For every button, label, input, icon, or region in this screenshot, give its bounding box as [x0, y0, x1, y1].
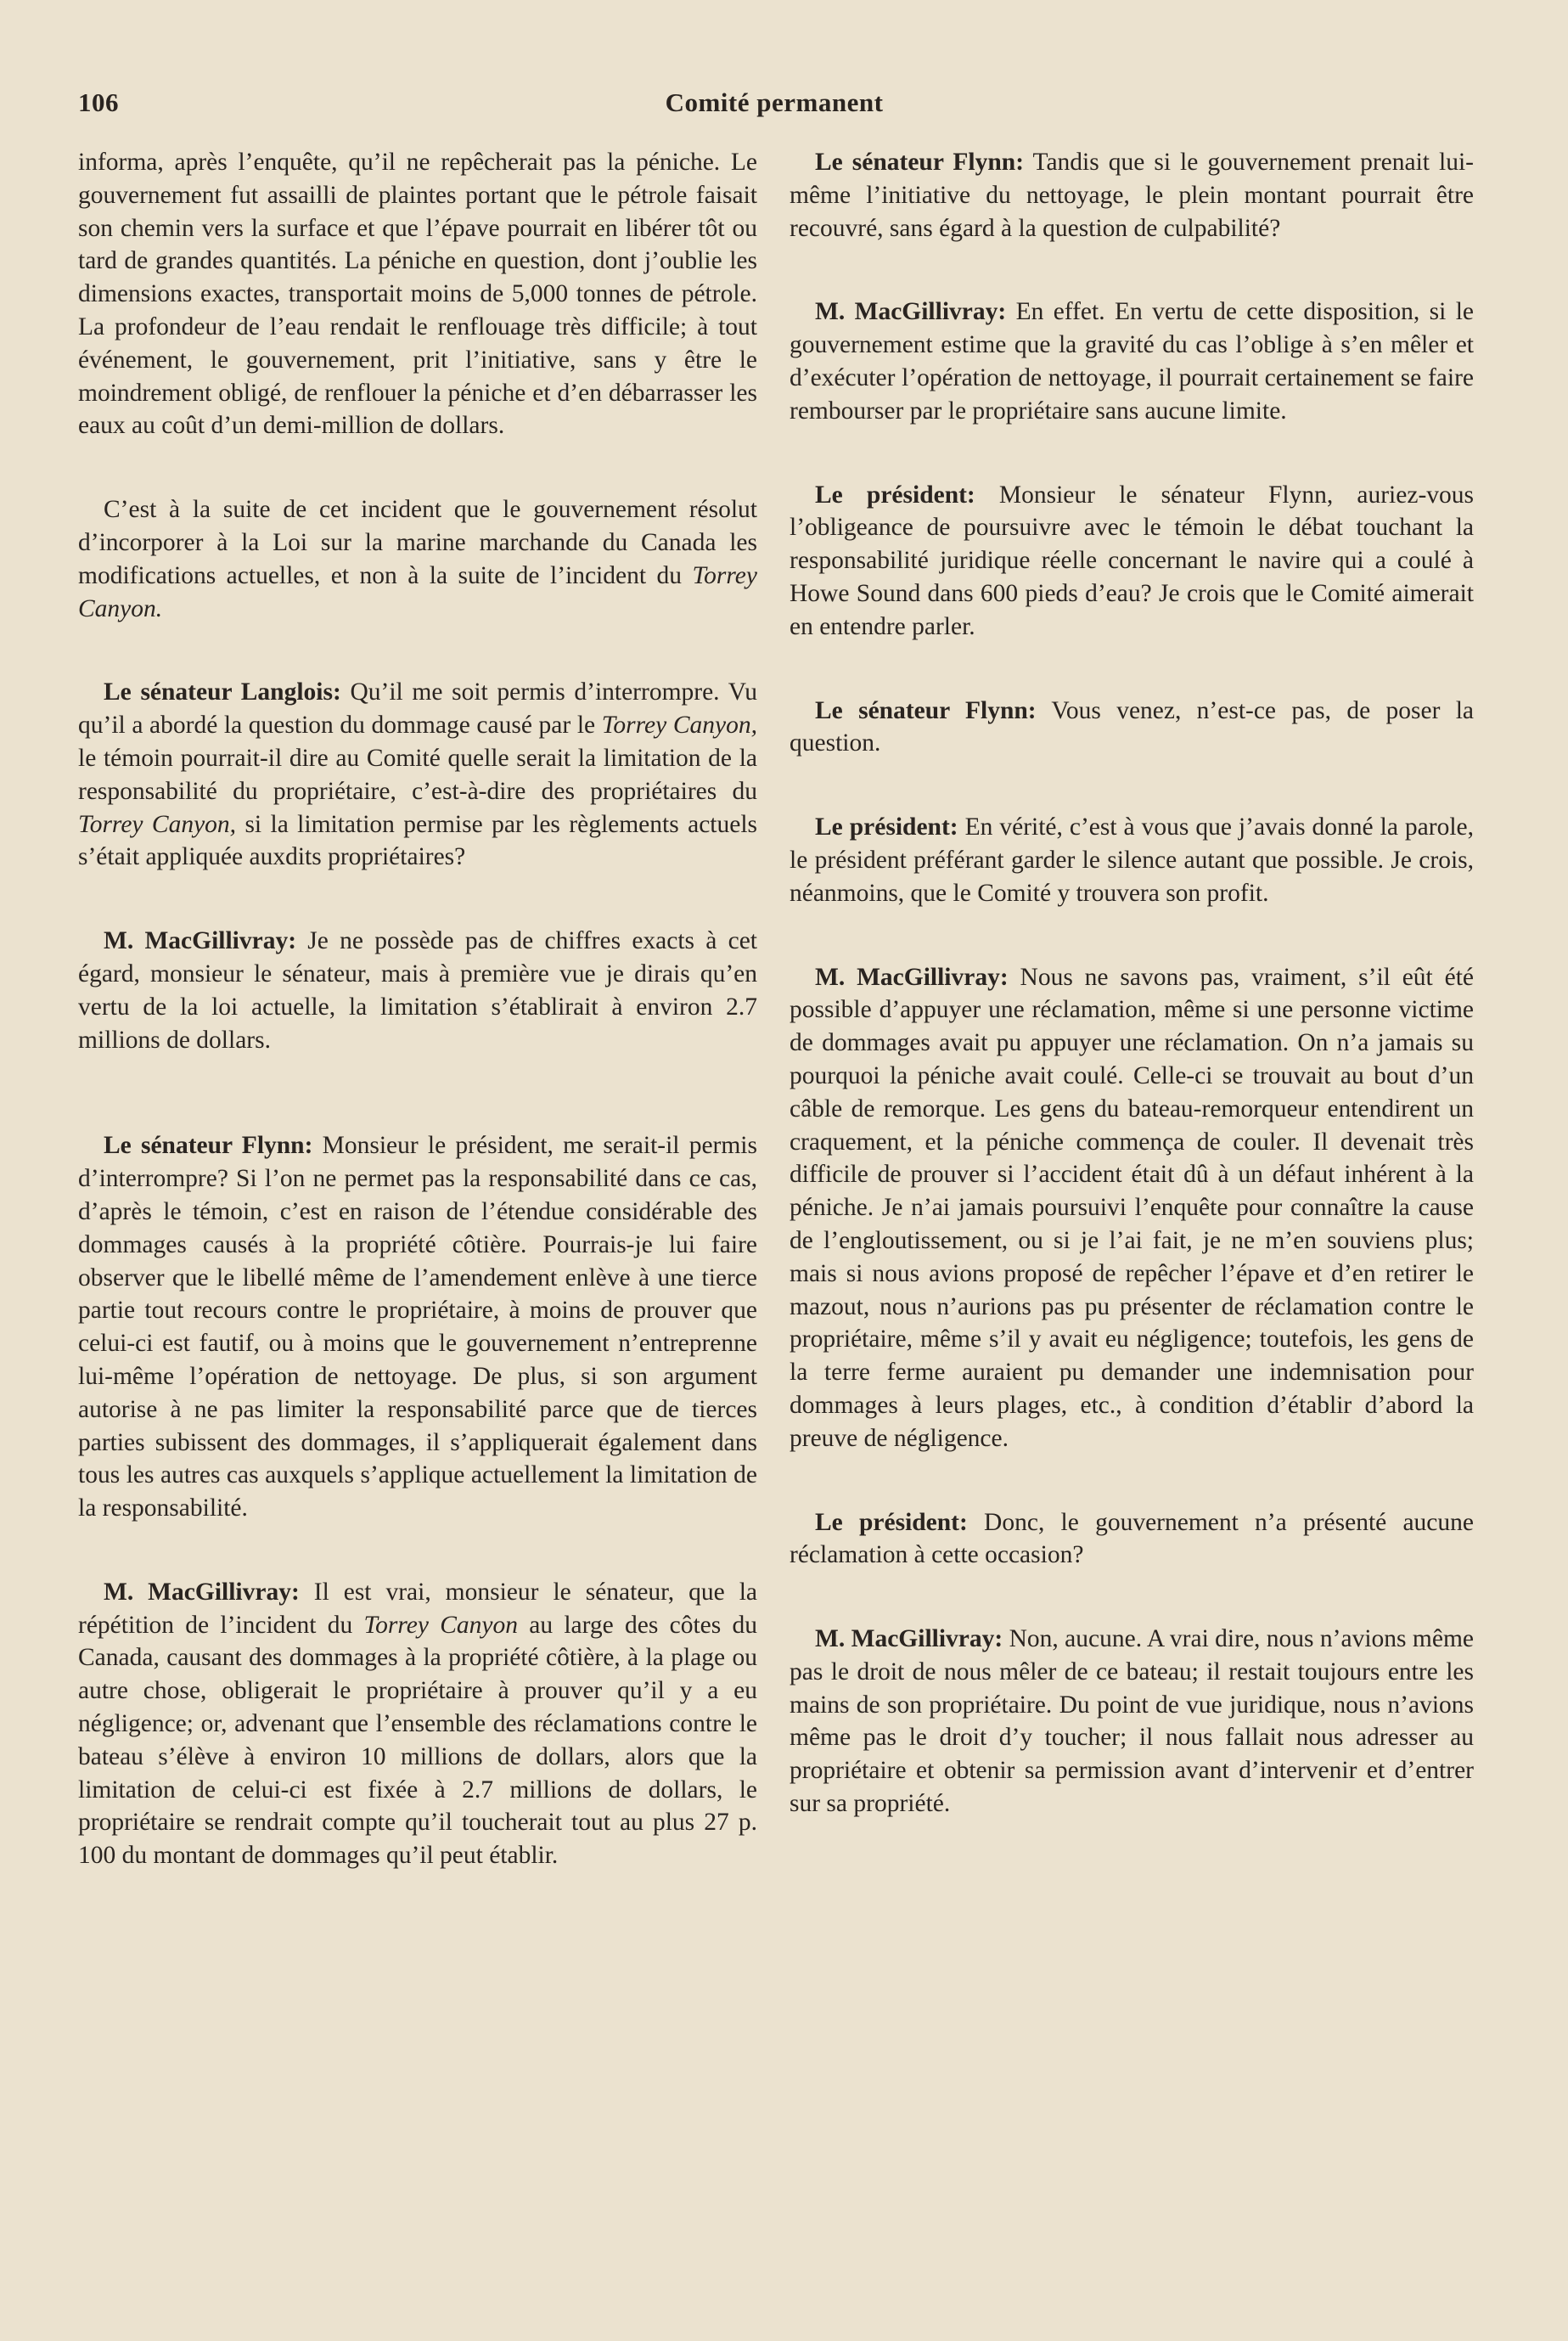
page-header	[78, 87, 1470, 130]
right-paragraph-1	[790, 146, 1474, 245]
paragraph-text: Je ne possède pas de chiffres exacts à cet égard, monsieur le sénateur, mais à première vue je dirais qu’en vertu de la loi actuelle, la limitation s’établirait à environ 2.7 millions de dollars.	[78, 927, 758, 1054]
speaker-name: M. MacGillivray:	[815, 963, 1009, 991]
right-paragraph-8	[790, 1623, 1474, 1820]
running-head: Comité permanent	[665, 87, 884, 117]
paragraph-text: Tandis que si le gouvernement prenait lui-même l’initiative du nettoyage, le plein montant pourrait être recouvré, sans égard à la question de culpabilité?	[790, 149, 1474, 242]
left-column	[78, 146, 757, 1923]
speaker-name: M. MacGillivray:	[815, 298, 1007, 326]
speaker-name: Le président:	[815, 1508, 968, 1536]
left-paragraph-4	[78, 925, 757, 1056]
speaker-name: Le président:	[815, 813, 958, 841]
page-number: 106	[78, 87, 119, 117]
paragraph-text: Non, aucune. A vrai dire, nous n’avions même pas le droit de nous mêler de ce bateau; il restait toujours entre les mains de son propriétaire. Du point de vue juridique, nous n’avions même pas le droit d’y toucher; il nous fallait nous adresser au propriétaire et obtenir sa permission avant d’intervenir et d’entrer sur sa propriété.	[790, 1625, 1474, 1818]
paragraph-text: Donc, le gouvernement n’a présenté aucune réclamation à cette occasion?	[790, 1508, 1474, 1569]
paragraph-text: au large des côtes du Canada, causant des dommages à la propriété côtière, à la plage ou autre chose, obligerait le propriétaire à prouver qu’il y a eu négligence; or, advenant que l’ensemble des réclamations contre le bateau s’élève à environ 10 millions de dollars, alors que la limitation de celui-ci est fixée à 2.7 millions de dollars, le propriétaire se rendrait compte qu’il toucherait tout au plus 27 p. 100 du montant de dommages qu’il peut établir.	[78, 1611, 757, 1870]
speaker-name: Le sénateur Flynn:	[104, 1132, 313, 1160]
speaker-name: Le sénateur Flynn:	[815, 149, 1025, 176]
paragraph-text: En vérité, c’est à vous que j’avais donné la parole, le président préférant garder le silence autant que possible. Je crois, néanmoins, que le Comité y trouvera son profit.	[790, 813, 1475, 907]
left-paragraph-3	[78, 676, 757, 874]
paragraph-text: En effet. En vertu de cette disposition, si le gouvernement estime que la gravité du cas l’oblige à s’en mêler et d’exécuter l’opération de nettoyage, il pourrait certainement se faire rembourser par le propriétaire sans aucune limite.	[790, 298, 1474, 425]
paragraph-text: informa, après l’enquête, qu’il ne repêcherait pas la péniche. Le gouvernement fut assailli de plaintes portant que le pétrole faisait son chemin vers la surface et que l’épave pourrait en libérer tôt ou tard de grandes quantités. La péniche en question, dont j’oublie les dimensions exactes, transportait moins de 5,000 tonnes de pétrole. La profondeur de l’eau rendait le renflouage très difficile; à tout événement, le gouvernement, prit l’initiative, sans y être le moindrement obligé, de renflouer la péniche et d’en débarrasser les eaux au coût d’un demi-million de dollars.	[78, 149, 757, 440]
paragraph-text: Vous venez, n’est-ce pas, de poser la question.	[790, 696, 1474, 757]
speaker-name: M. MacGillivray:	[815, 1625, 1003, 1653]
paragraph-text: C’est à la suite de cet incident que le gouvernement résolut d’incorporer à la Loi sur la marine marchande du Canada les modifications actuelles, et non à la suite de l’incident du	[78, 496, 757, 589]
speaker-name: Le sénateur Langlois:	[104, 678, 341, 706]
paragraph-text: Qu’il me soit permis d’interrompre. Vu qu’il a abordé la question du dommage causé par le	[78, 678, 757, 740]
ship-name: Torrey Canyon.	[78, 561, 757, 622]
paragraph-text: le témoin pourrait-il dire au Comité quelle serait la limitation de la responsabilité du propriétaire, c’est-à-dire des propriétaires du	[78, 744, 757, 805]
right-paragraph-3	[790, 479, 1474, 644]
paragraph-text: Monsieur le président, me serait-il permis d’interrompre? Si l’on ne permet pas la responsabilité dans ce cas, d’après le témoin, c’est en raison de l’étendue considérable des dommages causés à la propriété côtière. Pourrais-je lui faire observer que le libellé même de l’amendement enlève à une tierce partie tout recours contre le propriétaire, à moins de prouver que celui-ci est fautif, ou à moins que le gouvernement n’entreprenne lui-même l’opération de nettoyage. De plus, si son argument autorise à ne pas limiter la responsabilité parce que de tierces parties subissent des dommages, il s’appliquerait également dans tous les autres cas auxquels s’applique actuellement la limitation de la responsabilité.	[78, 1132, 757, 1522]
paragraph-text: Il est vrai, monsieur le sénateur, que la répétition de l’incident du	[78, 1578, 757, 1639]
speaker-name: M. MacGillivray:	[104, 927, 297, 955]
ship-name: Torrey Canyon,	[78, 810, 237, 838]
left-paragraph-6	[78, 1576, 757, 1872]
left-paragraph-1	[78, 146, 757, 442]
speaker-name: M. MacGillivray:	[104, 1578, 300, 1606]
speaker-name: Le président:	[815, 481, 975, 509]
paragraph-text: Nous ne savons pas, vraiment, s’il eût été possible d’appuyer une réclamation, même si une personne victime de dommages avait pu appuyer une réclamation. On n’a jamais su pourquoi la péniche avait coulé. Celle-ci se trouvait au bout d’un câble de remorque. Les gens du bateau-remorqueur entendirent un craquement, et la péniche commença de couler. Il devenait très difficile de prouver si l’accident était dû à un défaut inhérent à la péniche. Je n’ai jamais poursuivi l’enquête pour connaître la cause de l’engloutissement, ou si je l’ai fait, je ne m’en souviens plus; mais si nous avions proposé de repêcher l’épave et d’en retirer le mazout, nous n’aurions pas pu présenter de réclamation contre le propriétaire, même s’il y avait eu négligence; toutefois, les gens de la terre ferme auraient pu demander une indemnisation pour dommages à leurs plages, etc., à condition d’établir d’abord la preuve de négligence.	[790, 963, 1474, 1452]
left-paragraph-2	[78, 493, 757, 625]
paragraph-text: si la limitation permise par les règlements actuels s’était appliquée auxdits propriétaires?	[78, 810, 757, 871]
right-column	[790, 146, 1474, 1871]
ship-name: Torrey Canyon	[363, 1611, 518, 1639]
ship-name: Torrey Canyon,	[601, 712, 757, 740]
right-paragraph-2	[790, 295, 1474, 427]
paragraph-text: Monsieur le sénateur Flynn, auriez-vous l’obligeance de poursuivre avec le témoin le débat touchant la responsabilité juridique réelle concernant le navire qui a coulé à Howe Sound dans 600 pieds d’eau? Je crois que le Comité aimerait en entendre parler.	[790, 481, 1474, 640]
right-paragraph-7	[790, 1506, 1474, 1573]
speaker-name: Le sénateur Flynn:	[815, 696, 1037, 724]
right-paragraph-5	[790, 811, 1474, 909]
right-paragraph-6	[790, 961, 1474, 1455]
left-paragraph-5	[78, 1129, 757, 1525]
right-paragraph-4	[790, 695, 1474, 761]
